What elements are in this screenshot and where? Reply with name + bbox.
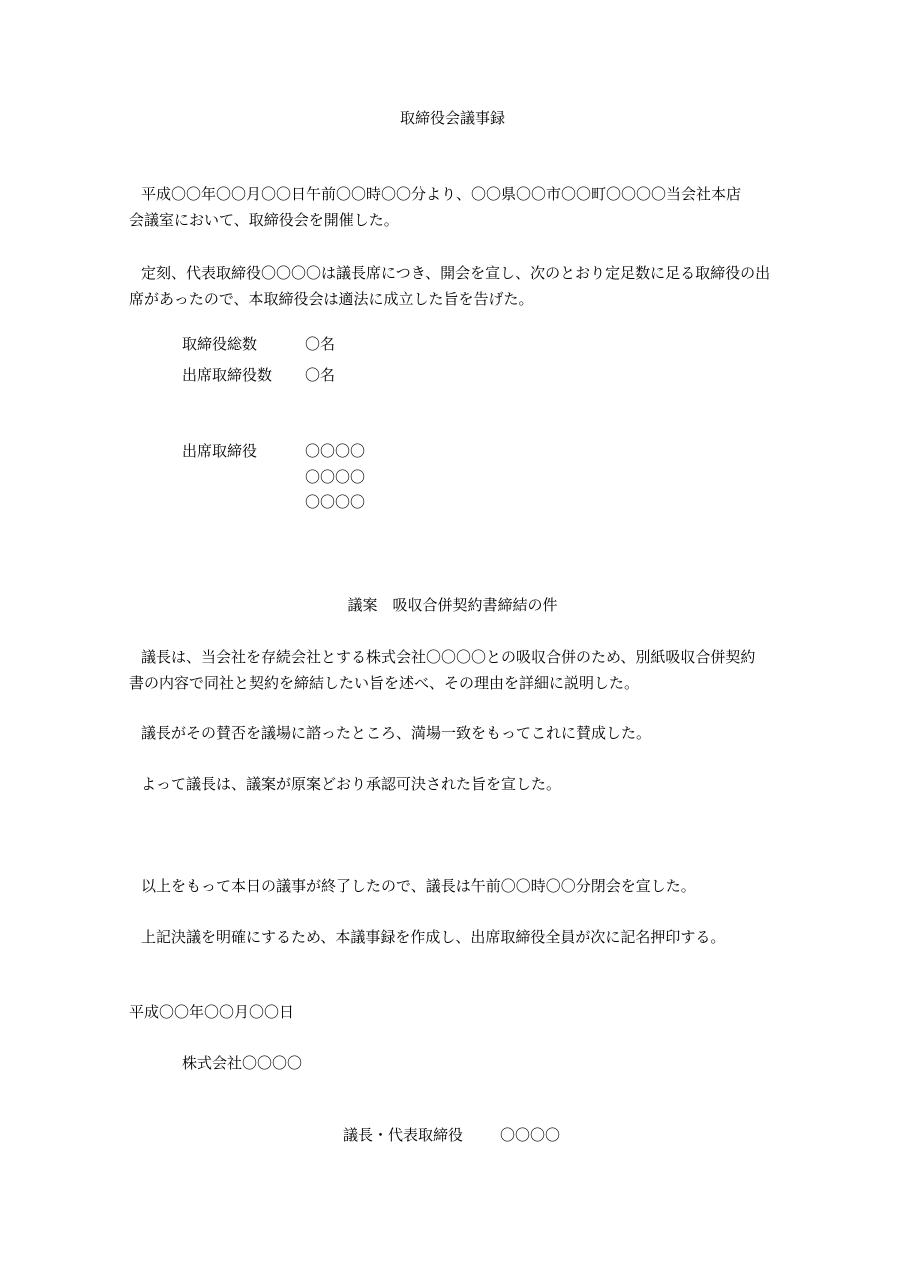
attendee-name: 〇〇〇〇 [305,468,366,486]
attendee-name: 〇〇〇〇 [305,442,366,460]
opening-paragraph-line-1: 平成〇〇年〇〇月〇〇日午前〇〇時〇〇分より、〇〇県〇〇市〇〇町〇〇〇〇当会社本店 [141,185,742,203]
chairman-name: 〇〇〇〇 [500,1126,561,1144]
opening-paragraph-line-2: 会議室において、取締役会を開催した。 [129,211,399,229]
total-directors-label: 取締役総数 [182,335,258,353]
closing-statement: 以上をもって本日の議事が終了したので、議長は午前〇〇時〇〇分閉会を宣した。 [141,877,696,895]
agenda-explanation-line-2: 書の内容で同社と契約を締結したい旨を述べ、その理由を詳細に説明した。 [129,674,640,692]
document-title: 取締役会議事録 [399,109,505,127]
document-date: 平成〇〇年〇〇月〇〇日 [129,1003,295,1021]
signature-statement: 上記決議を明確にするため、本議事録を作成し、出席取締役全員が次に記名押印する。 [141,928,726,946]
quorum-paragraph-line-2: 席があったので、本取締役会は適法に成立した旨を告げた。 [129,290,534,308]
company-name: 株式会社〇〇〇〇 [182,1054,303,1072]
attending-directors-label: 出席取締役数 [182,366,273,384]
total-directors-value: 〇名 [305,335,336,353]
attending-directors-value: 〇名 [305,366,336,384]
agenda-result: よって議長は、議案が原案どおり承認可決された旨を宣した。 [141,775,562,793]
attendees-label: 出席取締役 [182,442,258,460]
attendee-name: 〇〇〇〇 [305,493,366,511]
agenda-title: 議案 吸収合併契約書締結の件 [347,596,558,614]
chairman-role: 議長・代表取締役 [343,1126,464,1144]
agenda-vote: 議長がその賛否を議場に諮ったところ、満場一致をもってこれに賛成した。 [141,724,652,742]
agenda-explanation-line-1: 議長は、当会社を存続会社とする株式会社〇〇〇〇との吸収合併のため、別紙吸収合併契約 [141,648,756,666]
quorum-paragraph-line-1: 定刻、代表取締役〇〇〇〇は議長席につき、開会を宣し、次のとおり定足数に足る取締役の出 [141,264,771,282]
